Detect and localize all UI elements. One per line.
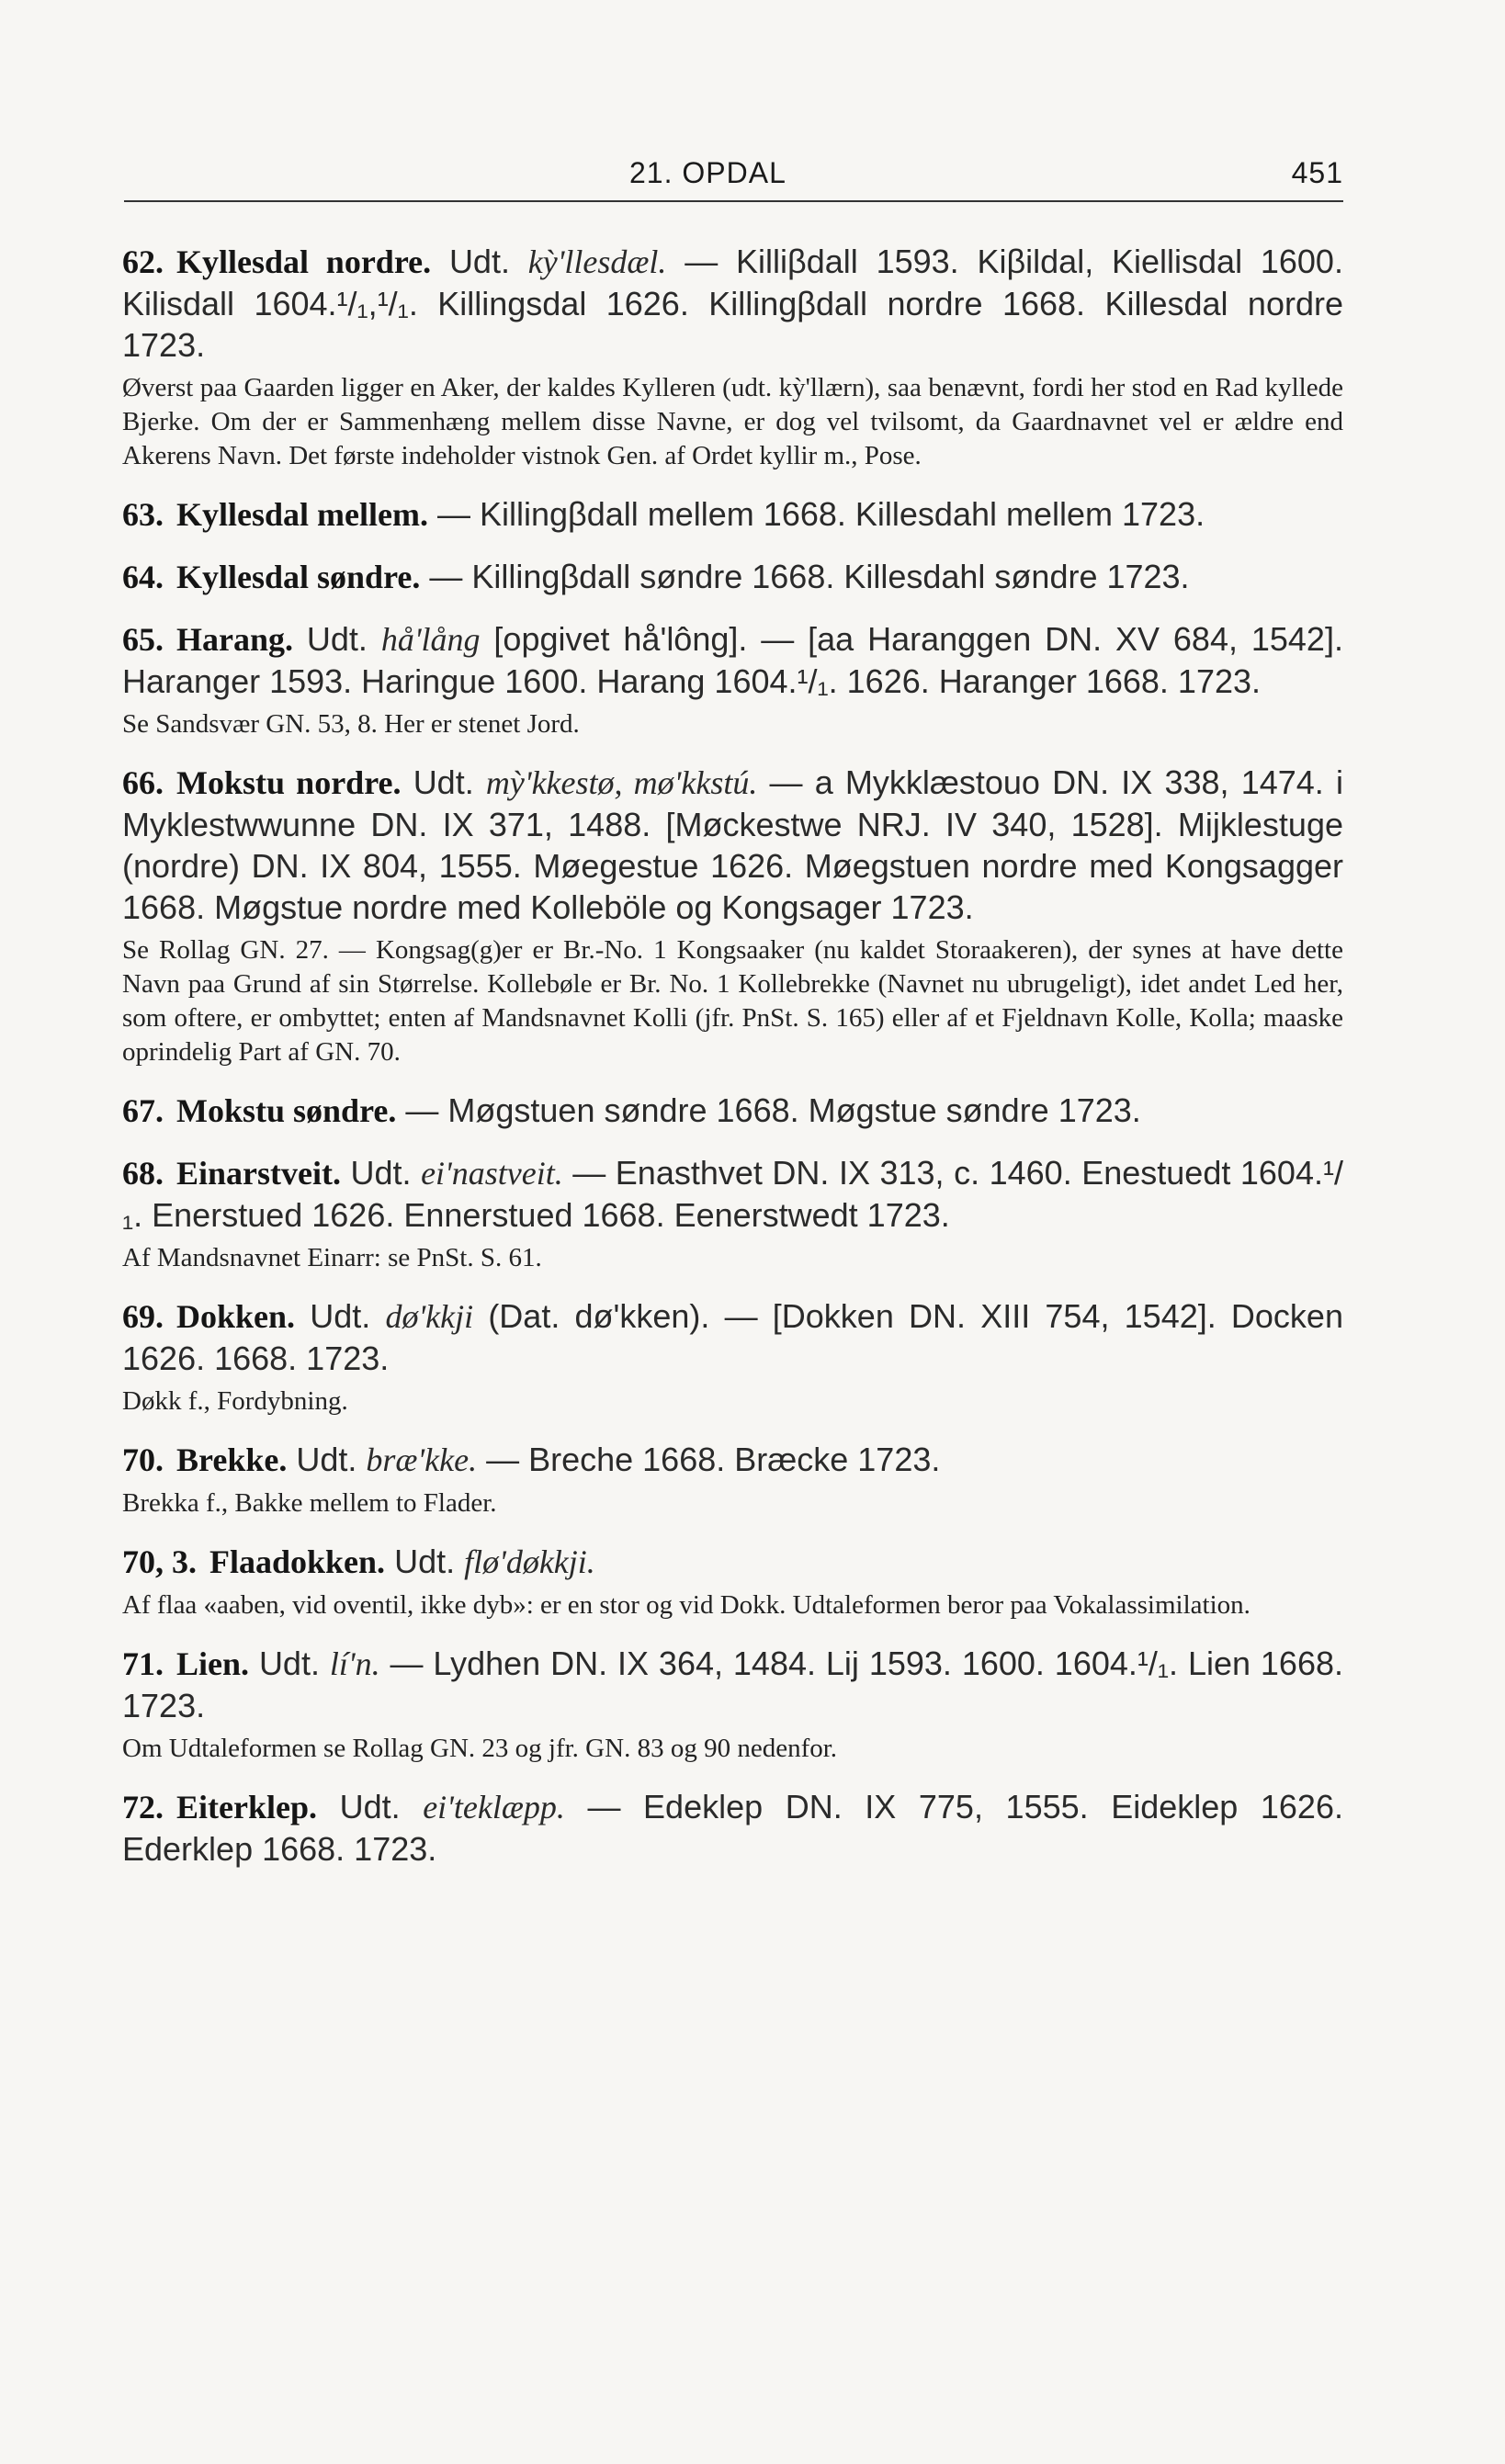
entry-text (122, 1090, 1343, 1132)
udt-label: Udt. (394, 1543, 456, 1580)
pronunciation: lí'n. (329, 1645, 380, 1682)
entry-text (122, 556, 1343, 598)
pronunciation: mỳ'kkestø, mø'kkstú. (485, 764, 758, 801)
historical-forms: — Killingβdall mellem 1668. Killesdahl mellem 1723. (436, 495, 1205, 533)
running-header (124, 156, 1343, 204)
udt-label: Udt. (296, 1441, 357, 1478)
historical-forms: — a Mykklæstouo DN. IX 338, 1474. i Myklestwwunne DN. IX 371, 1488. [Møckestwe NRJ. IV 340, 1528]. Mijklestuge (nordre) DN. IX 804, 1555. Møegestue 1626. Møegstuen nordre med Kongsagger 1668. Møgstue nordre med Kolleböle og Kongsager 1723. (122, 763, 1343, 926)
farm-entry (122, 493, 1343, 536)
pronunciation: ei'nastveit. (421, 1155, 563, 1192)
udt-label: Udt. (448, 243, 510, 280)
entry-note: Af flaa «aaben, vid oventil, ikke dyb»: er en stor og vid Dokk. Udtaleformen beror paa Vokalassimilation. (122, 1590, 1250, 1620)
farm-number: 62. (122, 243, 164, 280)
farm-entry (122, 618, 1343, 741)
farm-number: 67. (122, 1092, 164, 1129)
entry-text (122, 241, 1343, 366)
entry-note: Brekka f., Bakke mellem to Flader. (122, 1488, 497, 1518)
farm-entry (122, 762, 1343, 1069)
entry-text (122, 618, 1343, 702)
page-number: 451 (1291, 156, 1343, 189)
farm-number: 72. (122, 1789, 164, 1825)
historical-forms: — Breche 1668. Bræcke 1723. (486, 1441, 941, 1478)
farm-entry (122, 1295, 1343, 1418)
historical-forms: — Lydhen DN. IX 364, 1484. Lij 1593. 1600. 1604.¹/₁. Lien 1668. 1723. (122, 1645, 1344, 1724)
entry-note: Om Udtaleformen se Rollag GN. 23 og jfr. GN. 83 og 90 nedenfor. (122, 1734, 838, 1763)
pronunciation: flø'døkkji. (464, 1543, 595, 1580)
entry-text (122, 1541, 1343, 1583)
farm-entry (122, 556, 1343, 598)
farm-entry (122, 241, 1343, 473)
pronunciation: kỳ'llesdæl. (527, 243, 667, 280)
historical-forms: (Dat. dø'kken). — [Dokken DN. XIII 754, 1542]. Docken 1626. 1668. 1723. (122, 1297, 1343, 1377)
pronunciation: dø'kkji (385, 1298, 474, 1335)
farm-number: 65. (122, 621, 164, 658)
historical-forms: — Edeklep DN. IX 775, 1555. Eideklep 1626. Ederklep 1668. 1723. (122, 1788, 1343, 1868)
farm-number: 68. (122, 1155, 164, 1192)
udt-label: Udt. (350, 1154, 412, 1192)
pronunciation: hå'lång (380, 621, 481, 658)
farm-entry (122, 1090, 1343, 1132)
entry-text (122, 1152, 1343, 1236)
farm-name: Kyllesdal nordre. (176, 243, 432, 280)
udt-label: Udt. (413, 763, 474, 801)
farm-name: Mokstu nordre. (176, 764, 402, 801)
pronunciation: ei'teklæpp. (423, 1789, 565, 1825)
farm-name: Flaadokken. (209, 1543, 386, 1580)
farm-number: 71. (122, 1645, 164, 1682)
farm-name: Harang. (176, 621, 294, 658)
entry-note: Se Rollag GN. 27. — Kongsag(g)er er Br.-No. 1 Kongsaaker (nu kaldet Storaakeren), der synes at have dette Navn paa Grund af sin Størrelse. Kollebøle er Br. No. 1 Kollebrekke (Navnet nu ubrugeligt), idet andet Led her, som oftere, er ombyttet; enten af Mandsnavnet Kolli (jfr. PnSt. S. 165) eller af et Fjeldnavn Kolle, Kolla; maaske oprindelig Part af GN. 70. (122, 935, 1343, 1067)
pronunciation: bræ'kke. (366, 1441, 478, 1478)
entry-note: Døkk f., Fordybning. (122, 1386, 348, 1416)
farm-name: Mokstu søndre. (176, 1092, 397, 1129)
udt-label: Udt. (258, 1645, 320, 1682)
udt-label: Udt. (339, 1788, 401, 1825)
udt-label: Udt. (306, 620, 368, 658)
farm-name: Brekke. (176, 1441, 288, 1478)
entries-list (122, 241, 1343, 1890)
entry-text (122, 493, 1343, 536)
entry-text (122, 1439, 1343, 1481)
entry-note: Øverst paa Gaarden ligger en Aker, der kaldes Kylleren (udt. kỳ'llærn), saa benævnt, fordi her stod en Rad kyllede Bjerke. Om der er Sammenhæng mellem disse Navne, er dog vel tvilsomt, da Gaardnavnet vel er ældre end Akerens Navn. Det første indeholder vistnok Gen. af Ordet kyllir m., Pose. (122, 373, 1343, 470)
farm-entry (122, 1541, 1343, 1622)
entry-text (122, 1786, 1343, 1870)
farm-name: Eiterklep. (176, 1789, 317, 1825)
farm-name: Kyllesdal søndre. (176, 559, 421, 595)
historical-forms: [opgivet hå'lông]. — [aa Haranggen DN. XV 684, 1542]. Haranger 1593. Haringue 1600. Harang 1604.¹/₁. 1626. Haranger 1668. 1723. (122, 620, 1343, 700)
entry-text (122, 1295, 1343, 1379)
chapter-title: 21. OPDAL (629, 156, 786, 189)
historical-forms: — Enasthvet DN. IX 313, c. 1460. Enestuedt 1604.¹/₁. Enerstued 1626. Ennerstued 1668. Eenerstwedt 1723. (122, 1154, 1343, 1234)
farm-number: 70, 3. (122, 1543, 197, 1580)
farm-number: 63. (122, 496, 164, 533)
udt-label: Udt. (310, 1297, 371, 1335)
farm-entry (122, 1439, 1343, 1520)
farm-name: Lien. (176, 1645, 250, 1682)
farm-name: Dokken. (176, 1298, 296, 1335)
farm-entry (122, 1786, 1343, 1870)
farm-number: 66. (122, 764, 164, 801)
entry-text (122, 1643, 1343, 1726)
historical-forms: — Killiβdall 1593. Kiβildal, Kiellisdal 1600. Kilisdall 1604.¹/₁,¹/₁. Killingsdal 1626. Killingβdall nordre 1668. Killesdal nordre 1723. (122, 243, 1343, 364)
farm-number: 64. (122, 559, 164, 595)
header-rule (124, 200, 1343, 202)
farm-number: 70. (122, 1441, 164, 1478)
farm-entry (122, 1152, 1343, 1275)
farm-number: 69. (122, 1298, 164, 1335)
farm-entry (122, 1643, 1343, 1766)
historical-forms: — Killingβdall søndre 1668. Killesdahl søndre 1723. (429, 558, 1190, 595)
entry-text (122, 762, 1343, 928)
farm-name: Einarstveit. (176, 1155, 341, 1192)
farm-name: Kyllesdal mellem. (176, 496, 428, 533)
entry-note: Af Mandsnavnet Einarr: se PnSt. S. 61. (122, 1243, 542, 1272)
entry-note: Se Sandsvær GN. 53, 8. Her er stenet Jord. (122, 709, 580, 739)
historical-forms: — Møgstuen søndre 1668. Møgstue søndre 1723. (405, 1091, 1141, 1129)
